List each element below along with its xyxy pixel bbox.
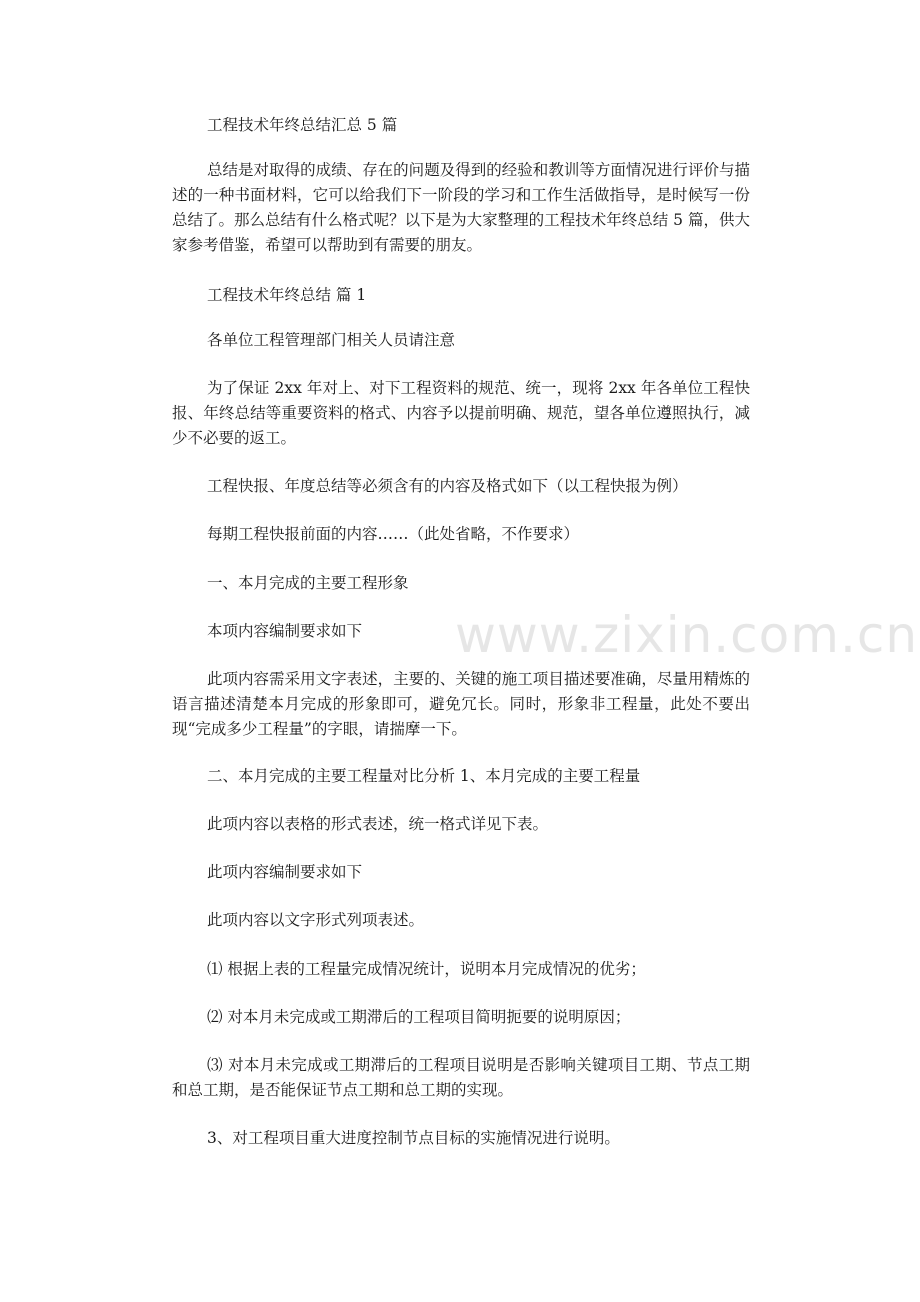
list-item: ⑶ 对本月未完成或工期滞后的工程项目说明是否影响关键项目工期、节点工期和总工期，是否能保证节点工期和总工期的实现。	[172, 1056, 750, 1099]
watermark: www.zixin.com.cn	[455, 606, 919, 664]
notice-line: 各单位工程管理部门相关人员请注意	[207, 331, 456, 349]
intro-paragraph: 总结是对取得的成绩、存在的问题及得到的经验和教训等方面情况进行评价与描述的一种书面材料，它可以给我们下一阶段的学习和工作生活做指导，是时候写一份总结了。那么总结有什么格式呢？以下是为大家整理的工程技术年终总结 5 篇，供大家参考借鉴，希望可以帮助到有需要的朋友。	[172, 161, 750, 254]
body-paragraph: 此项内容以表格的形式表述，统一格式详见下表。	[207, 815, 549, 833]
list-item: ⑵ 对本月未完成或工期滞后的工程项目简明扼要的说明原因；	[207, 1008, 631, 1026]
body-paragraph: 此项内容需采用文字表述，主要的、关键的施工项目描述要准确，尽量用精炼的语言描述清楚本月完成的形象即可，避免冗长。同时，形象非工程量，此处不要出现“完成多少工程量”的字眼，请揣摩一下。	[172, 670, 750, 738]
document-title: 工程技术年终总结汇总 5 篇	[207, 116, 398, 134]
section-heading: 工程技术年终总结 篇 1	[207, 286, 367, 304]
list-item: ⑴ 根据上表的工程量完成情况统计，说明本月完成情况的优劣；	[207, 960, 646, 978]
body-paragraph: 工程快报、年度总结等必须含有的内容及格式如下（以工程快报为例）	[207, 477, 688, 495]
body-paragraph: 3、对工程项目重大进度控制节点目标的实施情况进行说明。	[207, 1129, 620, 1147]
body-paragraph: 本项内容编制要求如下	[207, 622, 363, 640]
body-paragraph: 为了保证 2xx 年对上、对下工程资料的规范、统一，现将 2xx 年各单位工程快报、年终总结等重要资料的格式、内容予以提前明确、规范，望各单位遵照执行，减少不必要的返工。	[172, 379, 750, 447]
body-paragraph: 每期工程快报前面的内容……（此处省略，不作要求）	[207, 525, 580, 543]
subsection-heading: 一、本月完成的主要工程形象	[207, 574, 409, 592]
subsection-heading: 二、本月完成的主要工程量对比分析 1、本月完成的主要工程量	[207, 767, 641, 785]
body-paragraph: 此项内容编制要求如下	[207, 863, 363, 881]
body-paragraph: 此项内容以文字形式列项表述。	[207, 911, 425, 929]
